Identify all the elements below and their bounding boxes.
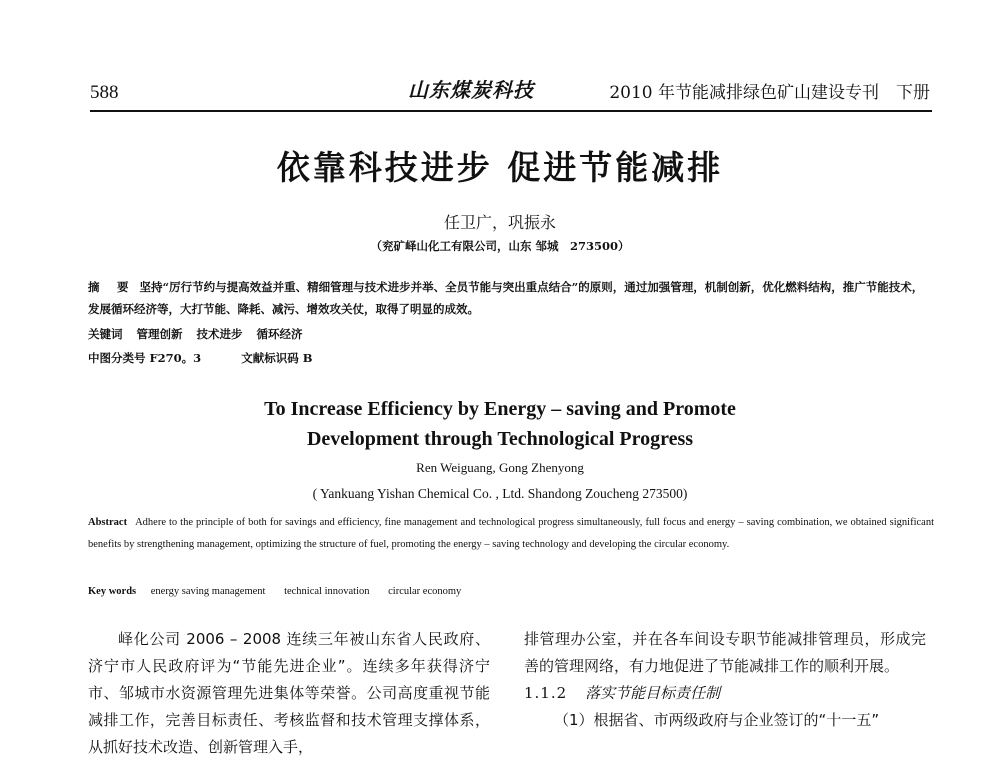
keywords-cn — [88, 326, 303, 342]
page-header — [90, 70, 930, 106]
page-number: 588 — [90, 82, 119, 103]
authors-cn: 任卫广，巩振永 — [443, 213, 556, 232]
abstract-en — [88, 512, 934, 556]
keyword-en: energy saving management — [150, 586, 266, 597]
abstract-cn-label: 摘 要 — [88, 280, 132, 294]
keyword-cn: 管理创新 — [136, 327, 183, 341]
body-column-right — [524, 626, 926, 734]
body-paragraph: 排管理办公室，并在各车间设专职节能减排管理员，形成完善的管理网络，有力地促进了节能减排工作的顺利开展。 — [524, 630, 926, 675]
keywords-en — [88, 586, 477, 597]
body-column-left — [88, 626, 490, 761]
keywords-en-label: Key words — [88, 586, 137, 597]
keyword-en: circular economy — [388, 586, 462, 597]
abstract-en-text: Adhere to the principle of both for savings and efficiency, fine management and technological progress simultaneously, full focus and energy – saving combination, we obtained significant benefits by strengthening management, optimizing the structure of fuel, promoting the energy – saving technology and developing the circular economy. — [88, 517, 934, 550]
keyword-en: technical innovation — [284, 586, 370, 597]
doc-code-label: 文献标识码 — [241, 351, 299, 365]
keyword-cn: 技术进步 — [196, 327, 243, 341]
article-title-en-line1: To Increase Efficiency by Energy – saving and Promote — [264, 398, 736, 420]
section-heading — [524, 680, 926, 707]
classification-line — [88, 350, 312, 366]
affiliation-en: ( Yankuang Yishan Chemical Co. , Ltd. Shandong Zoucheng 273500) — [312, 486, 688, 501]
section-number: 1.1.2 — [524, 684, 568, 702]
classification-code: F270。3 — [149, 351, 202, 365]
header-rule — [90, 110, 932, 112]
journal-logo: 山东煤炭科技 — [408, 78, 534, 102]
body-paragraph: （1）根据省、市两级政府与企业签订的“十一五” — [554, 711, 880, 729]
abstract-cn — [88, 276, 934, 320]
abstract-en-label: Abstract — [88, 517, 128, 528]
affiliation-cn: （兖矿峄山化工有限公司，山东 邹城 273500） — [370, 239, 630, 253]
doc-code: B — [302, 351, 313, 365]
keyword-cn: 循环经济 — [256, 327, 303, 341]
issue-title: 2010 年节能减排绿色矿山建设专刊 下册 — [609, 83, 930, 103]
keywords-cn-label: 关键词 — [88, 327, 123, 341]
body-paragraph: 峄化公司 2006 – 2008 连续三年被山东省人民政府、济宁市人民政府评为“节能先进企业”。连续多年获得济宁市、邹城市水资源管理先进集体等荣誉。公司高度重视节能减排工作，完善目标责任、考核监督和技术管理支撑体系，从抓好技术改造、创新管理入手， — [88, 630, 490, 756]
classification-label: 中图分类号 — [88, 351, 146, 365]
article-title-cn: 依靠科技进步 促进节能减排 — [276, 148, 724, 187]
article-title-en-line2: Development through Technological Progress — [306, 428, 694, 450]
authors-en: Ren Weiguang, Gong Zhenyong — [416, 460, 584, 475]
abstract-cn-text: 坚持“厉行节约与提高效益并重、精细管理与技术进步并举、全员节能与突出重点结合”的原则，通过加强管理，机制创新，优化燃料结构，推广节能技术，发展循环经济等，大打节能、降耗、减污、增效攻关仗，取得了明显的成效。 — [88, 280, 924, 316]
section-title: 落实节能目标责任制 — [585, 684, 721, 702]
